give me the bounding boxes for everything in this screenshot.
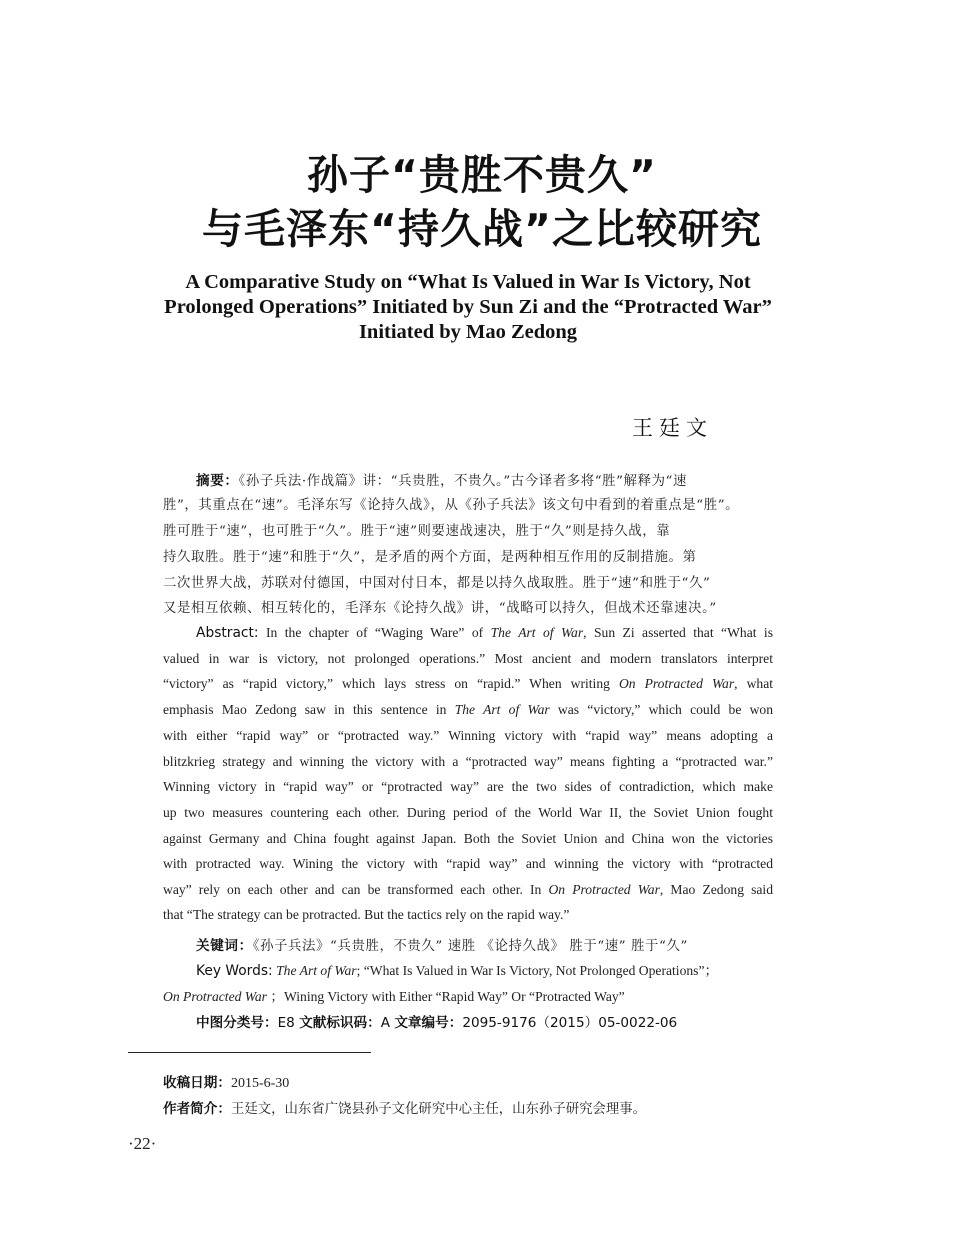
abstract-en-line — [196, 625, 773, 641]
abstract-en-text: , Mao Zedong said — [659, 882, 774, 897]
keywords-en-label: Key Words: — [196, 963, 273, 979]
abstract-cn-line: 胜可胜于“速”，也可胜于“久”。胜于“速”则要速战速决，胜于“久”则是持久战，靠 — [163, 524, 671, 539]
abstract-en-line — [163, 702, 773, 718]
doc-code-label: 文献标识码： — [299, 1015, 381, 1031]
abstract-en-line: valued in war is victory, not prolonged operations.” Most ancient and modern translators interpret — [163, 651, 773, 666]
abstract-cn-text: 《孙子兵法·作战篇》讲：“兵贵胜，不贵久。”古今译者多将“胜”解释为“速 — [238, 474, 687, 489]
abstract-en-text: “victory” as “rapid victory,” which lays stress on “rapid.” When writing — [163, 676, 619, 691]
book-title: On Protracted War — [163, 989, 267, 1004]
chinese-title-line-2: 与毛泽东“持久战”之比较研究 — [202, 205, 762, 253]
english-title-line-3: Initiated by Mao Zedong — [358, 321, 578, 343]
article-number-label: 文章编号： — [394, 1015, 463, 1031]
abstract-cn-line: 持久取胜。胜于“速”和胜于“久”，是矛盾的两个方面，是两种相互作用的反制措施。第 — [163, 550, 697, 565]
book-title: On Protracted War — [618, 676, 735, 691]
abstract-en-text: way” rely on each other and can be transformed each other. In — [163, 882, 549, 897]
book-title: On Protracted War — [548, 882, 660, 897]
keywords-cn-text: 《孙子兵法》“兵贵胜，不贵久” 速胜 《论持久战》 胜于“速” 胜于“久” — [252, 939, 688, 954]
abstract-en-line: blitzkrieg strategy and winning the victory with a “protracted way” means fighting a “protracted war.” — [163, 754, 773, 769]
author-bio — [163, 1097, 646, 1117]
abstract-cn-line: 胜”，其重点在“速”。毛泽东写《论持久战》，从《孙子兵法》该文句中看到的着重点是“胜”。 — [163, 498, 740, 513]
abstract-cn-label: 摘要： — [196, 473, 239, 489]
abstract-en-line: Winning victory in “rapid way” or “protracted way” are the two sides of contradiction, which make — [163, 779, 773, 794]
abstract-en-text: In the chapter of “Waging Ware” of — [266, 625, 491, 640]
abstract-en-line: with protracted way. Wining the victory with “rapid way” and winning the victory with “protracted — [163, 856, 773, 871]
abstract-cn-line: 又是相互依赖、相互转化的，毛泽东《论持久战》讲，“战略可以持久，但战术还靠速决。” — [163, 601, 717, 616]
abstract-en-text: emphasis Mao Zedong saw in this sentence in — [163, 702, 455, 717]
keywords-en-text: ; “What Is Valued in War Is Victory, Not Prolonged Operations”； — [356, 963, 719, 978]
chinese-title-line-1: 孙子“贵胜不贵久” — [307, 151, 657, 199]
footnote-divider — [128, 1052, 371, 1053]
book-title: The Art of War — [454, 702, 550, 717]
abstract-en-line — [163, 676, 773, 692]
abstract-en-text: , Sun Zi asserted that “What is — [583, 625, 773, 640]
abstract-en-text: was “victory,” which could be won — [549, 702, 773, 717]
classification-line — [196, 1011, 677, 1031]
author-name: 王廷文 — [632, 416, 713, 440]
english-title-line-1: A Comparative Study on “What Is Valued in War Is Victory, Not — [185, 271, 751, 293]
clc-value: E8 — [277, 1015, 295, 1031]
abstract-en-label: Abstract: — [196, 625, 259, 641]
keywords-en-line-2 — [163, 985, 773, 1005]
abstract-en-line: against Germany and China fought against Japan. Both the Soviet Union and China won the victories — [163, 831, 773, 846]
abstract-cn-line: 二次世界大战，苏联对付德国，中国对付日本，都是以持久战取胜。胜于“速”和胜于“久” — [163, 576, 711, 591]
bio-label: 作者简介： — [163, 1101, 231, 1117]
abstract-en-line: with either “rapid way” or “protracted way.” Winning victory with “rapid way” means adopting a — [163, 728, 773, 743]
abstract-en-line: that “The strategy can be protracted. But the tactics rely on the rapid way.” — [163, 907, 570, 922]
doc-code-value: A — [380, 1015, 391, 1031]
book-title: The Art of War — [276, 963, 357, 978]
bio-value: 王廷文，山东省广饶县孙子文化研究中心主任，山东孙子研究会理事。 — [230, 1102, 647, 1117]
abstract-en-text: , what — [734, 676, 773, 691]
abstract-cn-line — [196, 469, 774, 489]
received-label: 收稿日期： — [163, 1075, 231, 1091]
english-title-line-2: Prolonged Operations” Initiated by Sun Zi and the “Protracted War” — [164, 296, 772, 318]
page-number: ·22· — [128, 1134, 157, 1153]
keywords-en-line-1 — [196, 959, 773, 979]
abstract-en-line: up two measures countering each other. During period of the World War II, the Soviet Union fought — [163, 805, 773, 820]
received-value: 2015-6-30 — [230, 1076, 290, 1091]
received-date — [163, 1071, 289, 1092]
abstract-en-line — [163, 882, 773, 898]
book-title: The Art of War — [490, 625, 584, 640]
article-number-value: 2095-9176（2015）05-0022-06 — [462, 1015, 678, 1031]
clc-label: 中图分类号： — [196, 1015, 278, 1031]
keywords-cn — [196, 934, 774, 954]
keywords-en-text: ；Wining Victory with Either “Rapid Way” Or “Protracted Way” — [270, 989, 625, 1004]
keywords-cn-label: 关键词： — [196, 938, 253, 954]
